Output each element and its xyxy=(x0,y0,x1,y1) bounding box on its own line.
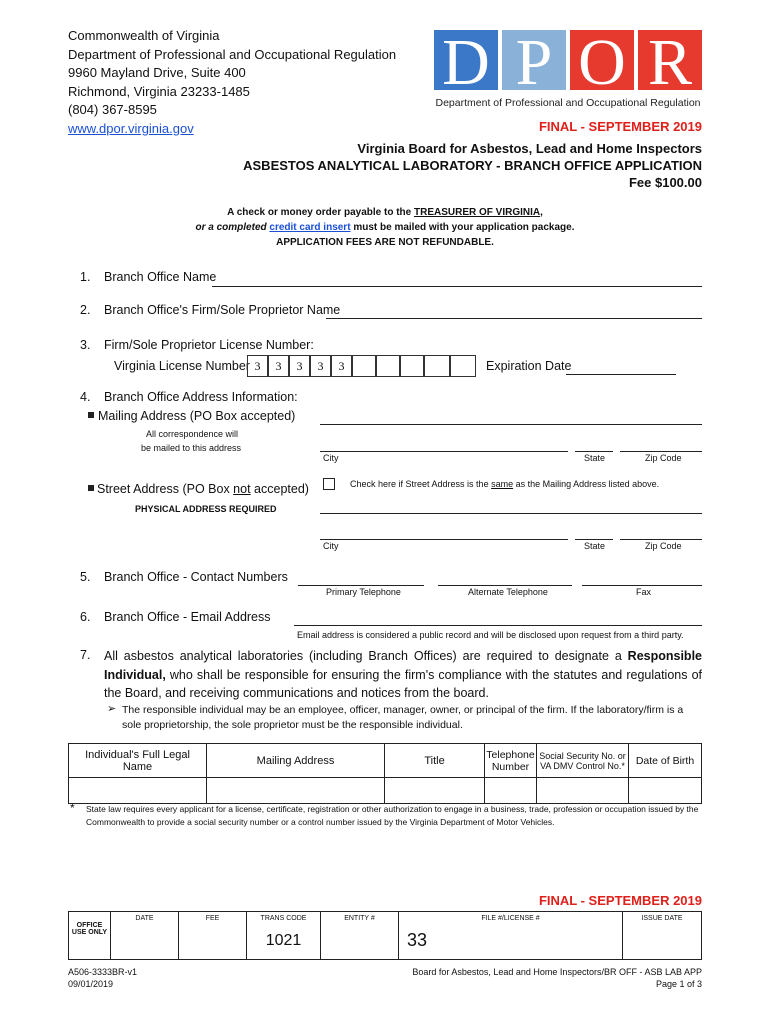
trans-code-cell xyxy=(247,912,321,960)
license-digit-box[interactable]: 3 xyxy=(247,355,268,377)
form-id: A506-3333BR-v1 xyxy=(68,967,138,977)
svg-text:Department of Professional and: Department of Professional and Occupational Regulation xyxy=(435,97,701,109)
mailing-state-field[interactable] xyxy=(575,451,613,452)
q1-number: 1. xyxy=(80,270,91,284)
agency-line: 9960 Mayland Drive, Suite 400 xyxy=(68,65,246,80)
header-trans-code: TRANS CODE xyxy=(260,915,307,922)
notice-text: or a completed xyxy=(195,222,270,233)
ri-dob-cell[interactable] xyxy=(629,778,702,804)
agency-line: Commonwealth of Virginia xyxy=(68,28,220,43)
license-digit-box[interactable] xyxy=(376,355,400,377)
header-telephone: Telephone Number xyxy=(485,744,537,778)
ri-address-cell[interactable] xyxy=(207,778,385,804)
same-text: as the Mailing Address listed above. xyxy=(513,479,660,489)
header-ssn: Social Security No. or VA DMV Control No.* xyxy=(537,744,629,778)
not-emphasis: not xyxy=(233,482,251,496)
q7-number: 7. xyxy=(80,648,91,662)
payment-notice xyxy=(0,205,770,250)
arrow-bullet-icon: ➢ xyxy=(107,703,117,715)
ri-ssn-cell[interactable] xyxy=(537,778,629,804)
q7-text: who shall be responsible for ensuring the firm's compliance with the statutes and regulations of the Board, and receiving communications and notices from the board. xyxy=(104,667,702,700)
street-address-label xyxy=(97,482,309,496)
q4-label: Branch Office Address Information: xyxy=(104,390,298,404)
email-field[interactable] xyxy=(294,625,702,626)
notice-text: must be mailed with your application package. xyxy=(350,222,575,233)
license-digit-box[interactable] xyxy=(450,355,476,377)
q2-label: Branch Office's Firm/Sole Proprietor Name xyxy=(104,303,341,317)
svg-text:O: O xyxy=(578,28,626,99)
mailing-note: All correspondence will xyxy=(146,429,239,439)
svg-text:D: D xyxy=(442,28,490,99)
license-digit-box[interactable]: 3 xyxy=(289,355,310,377)
ssn-note-star: * xyxy=(70,801,75,815)
q3-label: Firm/Sole Proprietor License Number: xyxy=(104,338,314,352)
street-city-field[interactable] xyxy=(320,539,568,540)
state-caption: State xyxy=(584,453,606,463)
physical-address-required: PHYSICAL ADDRESS REQUIRED xyxy=(135,504,277,514)
final-label-bottom: FINAL - SEPTEMBER 2019 xyxy=(538,893,702,908)
license-digit-box[interactable] xyxy=(352,355,376,377)
mailing-zip-field[interactable] xyxy=(620,451,702,452)
svg-text:P: P xyxy=(515,28,553,99)
q5-label: Branch Office - Contact Numbers xyxy=(104,570,288,584)
expiration-date-field[interactable] xyxy=(566,374,676,375)
header-fee: FEE xyxy=(179,912,247,960)
footer-left xyxy=(68,966,137,990)
street-zip-field[interactable] xyxy=(620,539,702,540)
header-date-of-birth: Date of Birth xyxy=(629,744,702,778)
agency-address-block xyxy=(68,27,396,138)
footer-board-text: Board for Asbestos, Lead and Home Inspectors/BR OFF - ASB LAB APP xyxy=(412,967,702,977)
credit-card-insert-link[interactable]: credit card insert xyxy=(269,222,351,233)
ri-title-cell[interactable] xyxy=(385,778,485,804)
svg-text:R: R xyxy=(647,28,693,99)
license-digit-box[interactable] xyxy=(400,355,424,377)
board-title: Virginia Board for Asbestos, Lead and Home Inspectors xyxy=(357,141,702,156)
bullet-square-icon xyxy=(88,412,94,418)
license-digit-box[interactable]: 3 xyxy=(331,355,352,377)
street-label-text: Street Address (PO Box xyxy=(97,482,234,496)
responsible-individual-table xyxy=(68,743,702,804)
license-number-label: Virginia License Number xyxy=(114,359,250,373)
primary-telephone-field[interactable] xyxy=(298,585,424,586)
q4-number: 4. xyxy=(80,390,91,404)
q1-label: Branch Office Name xyxy=(104,270,217,284)
state-caption: State xyxy=(584,541,606,551)
license-digit-box[interactable]: 3 xyxy=(268,355,289,377)
street-state-field[interactable] xyxy=(575,539,613,540)
form-titles xyxy=(243,140,702,191)
responsible-individual-emphasis: Responsible Individual, xyxy=(104,649,702,682)
agency-line: (804) 367-8595 xyxy=(68,102,157,117)
alternate-telephone-caption: Alternate Telephone xyxy=(468,587,548,597)
email-public-record-note: Email address is considered a public record and will be disclosed upon request from a third party. xyxy=(297,630,684,640)
fee-title: Fee $100.00 xyxy=(628,175,702,190)
header-date: DATE xyxy=(111,912,179,960)
city-caption: City xyxy=(323,541,339,551)
application-title: ASBESTOS ANALYTICAL LABORATORY - BRANCH OFFICE APPLICATION xyxy=(243,158,702,173)
treasurer-text: TREASURER OF VIRGINIA xyxy=(414,207,541,218)
street-address-field[interactable] xyxy=(320,513,702,514)
dpor-logo xyxy=(432,28,704,112)
ri-name-cell[interactable] xyxy=(69,778,207,804)
q6-number: 6. xyxy=(80,610,91,624)
zip-caption: Zip Code xyxy=(645,541,682,551)
notice-text: A check or money order payable to the xyxy=(227,207,414,218)
office-use-table xyxy=(68,911,702,960)
footer-right xyxy=(412,966,702,990)
zip-caption: Zip Code xyxy=(645,453,682,463)
form-date: 09/01/2019 xyxy=(68,979,114,989)
fax-caption: Fax xyxy=(636,587,652,597)
alternate-telephone-field[interactable] xyxy=(438,585,572,586)
responsible-individual-bullet: The responsible individual may be an employee, officer, manager, owner, or principal of the firm. If the laboratory/firm is a sole proprietorship, the sole proprietor must be the responsible individual. xyxy=(122,704,684,731)
header-title: Title xyxy=(385,744,485,778)
notice-text: , xyxy=(540,207,543,218)
street-label-text: accepted) xyxy=(250,482,309,496)
final-label-top: FINAL - SEPTEMBER 2019 xyxy=(538,119,702,134)
header-file-license: FILE #/LICENSE # xyxy=(481,915,540,922)
mailing-note: be mailed to this address xyxy=(141,443,242,453)
branch-office-name-field[interactable] xyxy=(212,286,702,287)
header-entity: ENTITY # xyxy=(321,912,399,960)
mailing-address-label: Mailing Address (PO Box accepted) xyxy=(98,409,296,423)
q3-number: 3. xyxy=(80,338,91,352)
website-link[interactable]: www.dpor.virginia.gov xyxy=(68,120,194,136)
file-license-value: 33 xyxy=(407,930,428,950)
license-digit-box[interactable]: 3 xyxy=(310,355,331,377)
bullet-square-icon xyxy=(88,485,94,491)
fees-not-refundable: APPLICATION FEES ARE NOT REFUNDABLE. xyxy=(276,237,494,248)
same-emphasis: same xyxy=(491,479,514,489)
agency-line: Department of Professional and Occupational Regulation xyxy=(68,46,397,62)
q2-number: 2. xyxy=(80,303,91,317)
file-license-cell xyxy=(399,912,623,960)
ri-telephone-cell[interactable] xyxy=(485,778,537,804)
q5-number: 5. xyxy=(80,570,91,584)
office-use-label: OFFICE USE ONLY xyxy=(69,912,111,960)
q6-label: Branch Office - Email Address xyxy=(104,610,271,624)
same-address-text xyxy=(350,479,659,489)
firm-name-field[interactable] xyxy=(326,318,702,319)
q7-text: All asbestos analytical laboratories (including Branch Offices) are required to designate a xyxy=(104,649,628,663)
header-issue-date: ISSUE DATE xyxy=(623,912,702,960)
trans-code-value: 1021 xyxy=(265,932,302,949)
header-full-legal-name: Individual's Full Legal Name xyxy=(69,744,207,778)
page-number: Page 1 of 3 xyxy=(655,979,702,989)
mailing-street-field[interactable] xyxy=(320,424,702,425)
expiration-date-label: Expiration Date xyxy=(486,359,572,373)
license-digit-box[interactable] xyxy=(424,355,450,377)
agency-line: Richmond, Virginia 23233-1485 xyxy=(68,83,250,99)
fax-field[interactable] xyxy=(582,585,702,586)
mailing-city-field[interactable] xyxy=(320,451,568,452)
responsible-individual-text xyxy=(104,647,702,703)
city-caption: City xyxy=(323,453,339,463)
header-mailing-address: Mailing Address xyxy=(207,744,385,778)
ssn-note: State law requires every applicant for a license, certificate, registration or other authorization to engage in a business, trade, profession or occupation issued by the Commonwealth to provide a social security number or a control number issued by the Virginia Department of Motor Vehicles. xyxy=(86,804,699,827)
same-address-checkbox[interactable] xyxy=(323,478,335,490)
same-text: Check here if Street Address is the xyxy=(350,479,492,489)
primary-telephone-caption: Primary Telephone xyxy=(326,587,401,597)
